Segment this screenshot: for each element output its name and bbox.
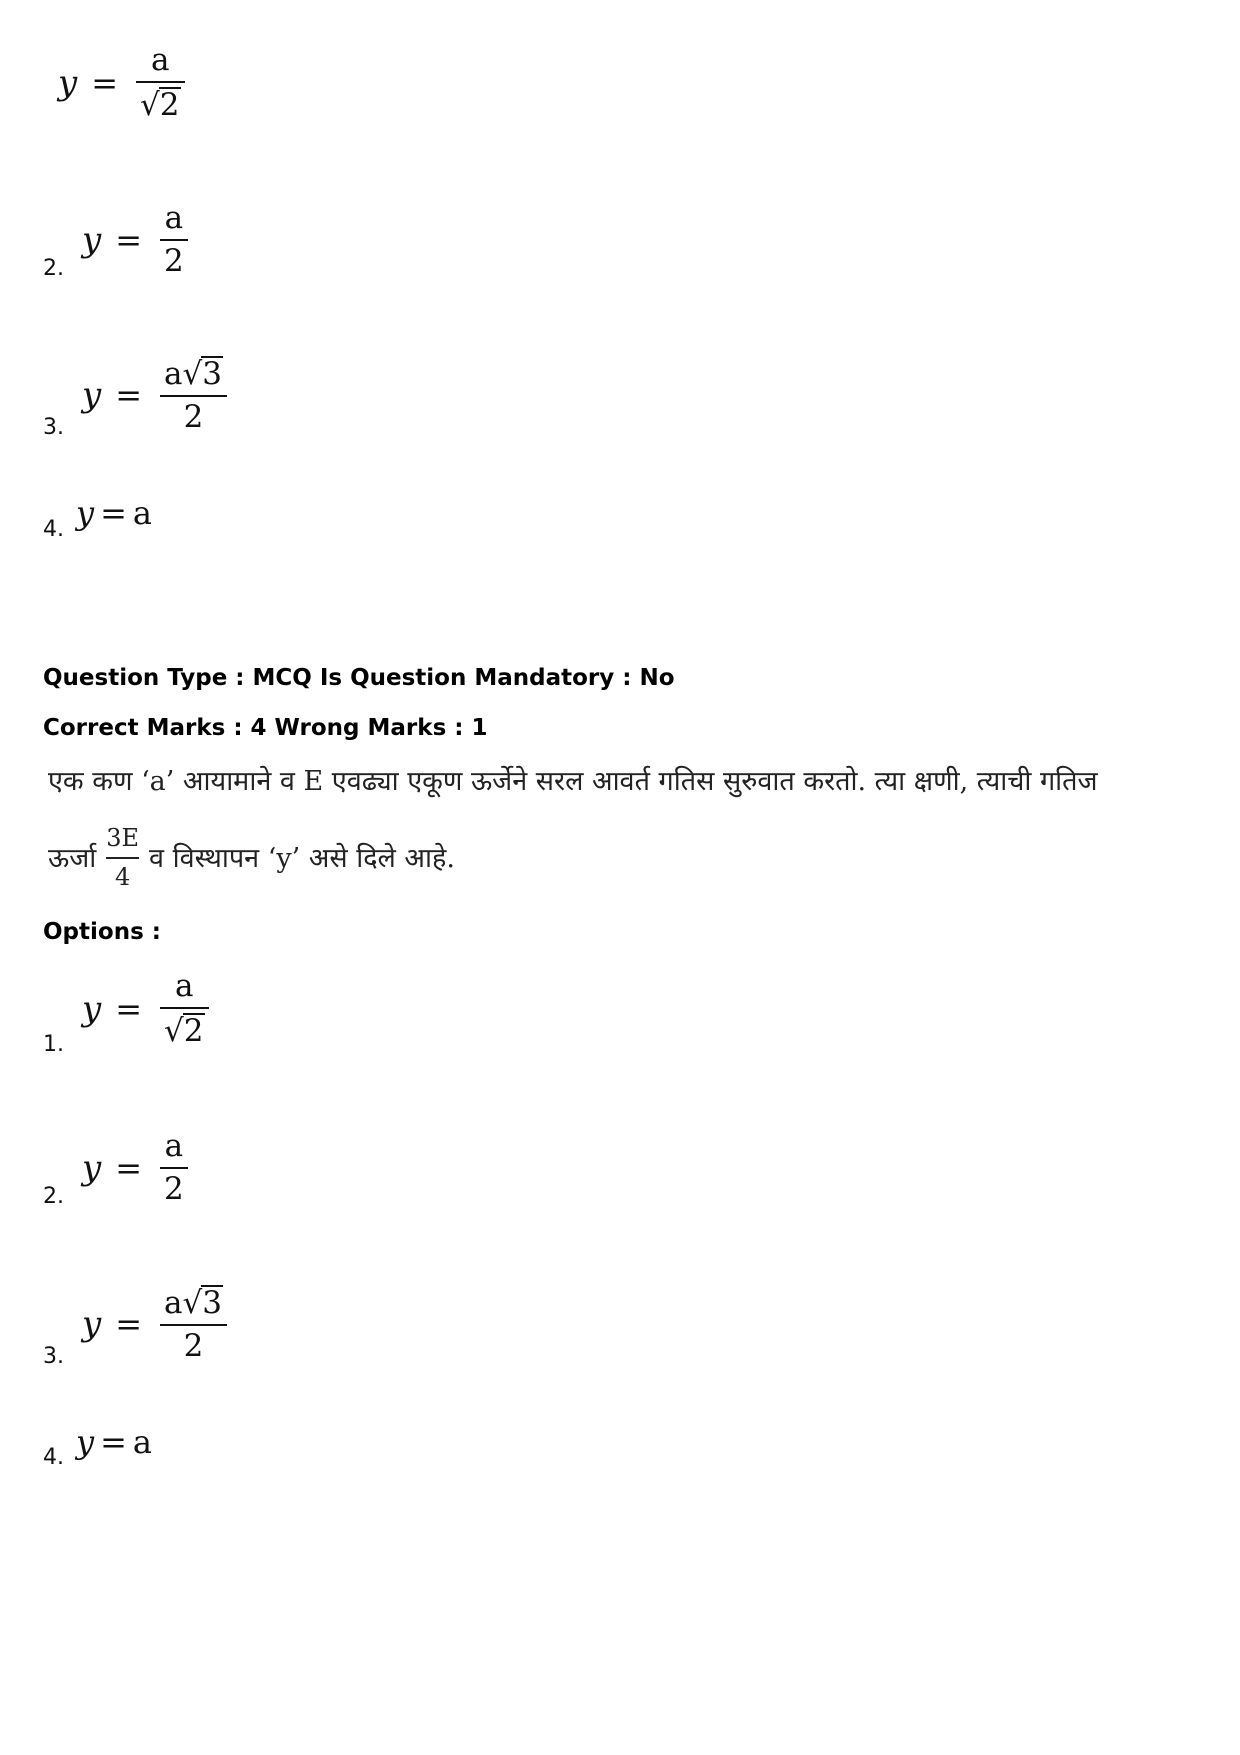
equation-lhs: y [82, 1303, 102, 1344]
coefficient: a [164, 1285, 183, 1321]
fraction-denominator [160, 1009, 209, 1048]
fraction-numerator: a [164, 200, 184, 236]
equation [82, 1285, 227, 1362]
equals-sign: = [115, 989, 143, 1028]
question-text-fragment: व विस्थापन ‘y’ असे दिले आहे. [149, 842, 455, 874]
question-text-line-2 [48, 826, 455, 890]
radicand: 2 [183, 1012, 204, 1049]
option-number: 3. [43, 415, 64, 440]
radicand: 3 [202, 1285, 223, 1321]
option-number: 1. [43, 1032, 64, 1057]
equation-lhs: y [82, 219, 102, 260]
equals-sign: = [91, 63, 119, 102]
option-number: 4. [43, 1445, 64, 1470]
option-number: 2. [43, 256, 64, 281]
fraction-numerator [160, 356, 227, 395]
marks-line: Correct Marks : 4 Wrong Marks : 1 [43, 715, 488, 741]
option-number: 2. [43, 1184, 64, 1209]
fraction-denominator: 2 [164, 242, 184, 279]
question-text-line-1: एक कण ‘a’ आयामाने व E एवढ्या एकूण ऊर्जेने सरल आवर्त गतिस सुरुवात करतो. त्या क्षणी, त्याची गतिज [48, 766, 1098, 797]
equals-sign: = [115, 375, 143, 414]
sqrt-icon: √ [164, 1012, 184, 1049]
fraction [160, 356, 227, 433]
equation [82, 1130, 188, 1205]
fraction-denominator: 2 [183, 398, 204, 435]
equation-lhs: y [76, 494, 95, 532]
fraction-numerator: a [175, 968, 194, 1004]
radicand: 2 [159, 86, 180, 123]
equals-sign: = [100, 494, 127, 532]
fraction [160, 970, 209, 1047]
fraction-denominator: 2 [164, 1170, 184, 1207]
equation [82, 356, 227, 433]
fraction [136, 44, 185, 121]
option-number: 4. [43, 517, 64, 542]
equation-lhs: y [58, 62, 78, 103]
sqrt-icon: √ [182, 356, 203, 392]
equals-sign: = [115, 220, 143, 259]
equation [76, 494, 152, 532]
equation [82, 202, 188, 277]
sqrt-icon: √ [182, 1285, 203, 1321]
question-text-fragment: ऊर्जा [48, 842, 97, 874]
energy-fraction [106, 826, 139, 890]
equation-lhs: y [82, 374, 102, 415]
question-type-line: Question Type : MCQ Is Question Mandatory : No [43, 665, 675, 691]
fraction-denominator: 2 [183, 1327, 204, 1364]
equals-sign: = [115, 1148, 143, 1187]
fraction-denominator: 4 [114, 863, 131, 892]
equation [76, 1423, 152, 1461]
fraction [160, 1130, 188, 1205]
equation-lhs: y [82, 988, 102, 1029]
fraction-denominator [136, 83, 185, 122]
option-number: 3. [43, 1344, 64, 1369]
fraction-numerator: a [164, 1128, 184, 1164]
equals-sign: = [115, 1304, 143, 1343]
sqrt-icon: √ [140, 86, 160, 123]
equation [58, 44, 185, 121]
fraction-numerator [160, 1285, 227, 1324]
fraction-numerator: a [151, 42, 170, 78]
equals-sign: = [100, 1423, 127, 1461]
radicand: 3 [202, 356, 223, 392]
fraction [160, 202, 188, 277]
equation [82, 970, 209, 1047]
equation-lhs: y [76, 1423, 95, 1461]
equation-rhs: a [132, 1423, 152, 1461]
equation-rhs: a [132, 494, 152, 532]
fraction [160, 1285, 227, 1362]
fraction-numerator: 3E [106, 824, 140, 852]
coefficient: a [164, 356, 183, 392]
options-label: Options : [43, 919, 161, 945]
equation-lhs: y [82, 1147, 102, 1188]
